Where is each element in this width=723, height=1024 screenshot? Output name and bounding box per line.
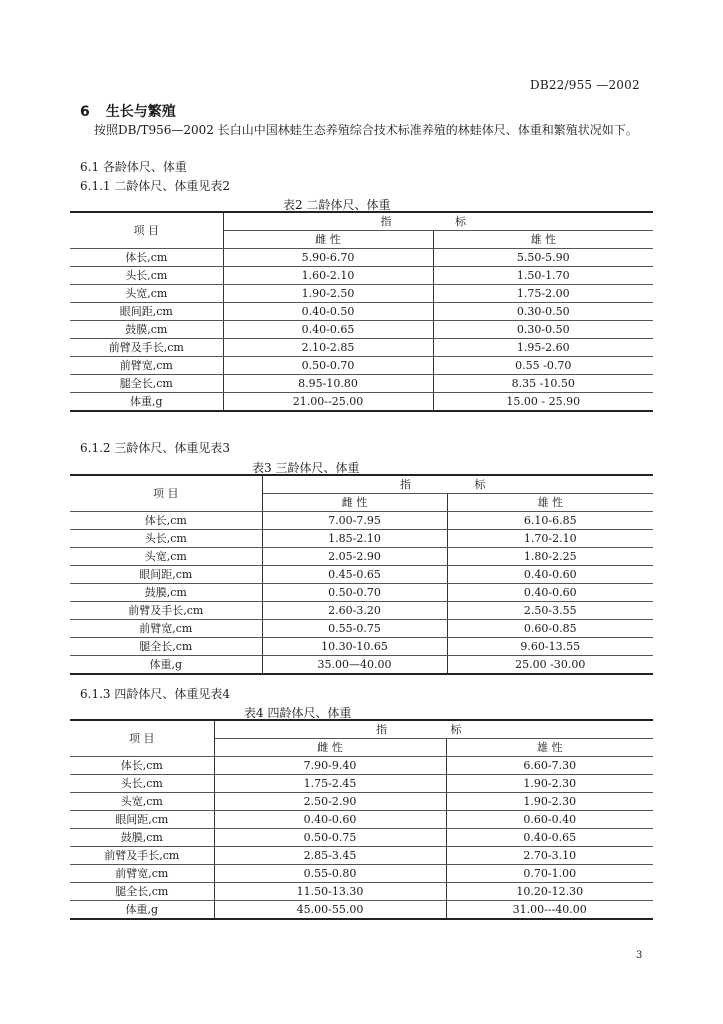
row-female-cell: 0.55-0.80 xyxy=(214,865,446,883)
row-female-cell: 7.00-7.95 xyxy=(262,512,447,530)
row-item-cell: 前臂宽,cm xyxy=(70,865,214,883)
row-female-cell: 21.00--25.00 xyxy=(223,393,433,412)
table-header-row xyxy=(70,720,653,739)
row-item-cell: 体重,g xyxy=(70,656,262,675)
row-item-cell: 头长,cm xyxy=(70,530,262,548)
row-male-cell: 1.90-2.30 xyxy=(446,775,653,793)
row-female-cell: 45.00-55.00 xyxy=(214,901,446,920)
row-male-cell: 0.40-0.60 xyxy=(447,566,653,584)
table-3 xyxy=(70,474,653,675)
row-male-cell: 0.60-0.40 xyxy=(446,811,653,829)
row-item-cell: 眼间距,cm xyxy=(70,566,262,584)
row-male-cell: 5.50-5.90 xyxy=(433,249,653,267)
row-female-cell: 0.40-0.50 xyxy=(223,303,433,321)
row-female-cell: 2.60-3.20 xyxy=(262,602,447,620)
table-row xyxy=(70,393,653,412)
row-female-cell: 0.50-0.70 xyxy=(262,584,447,602)
table-row xyxy=(70,775,653,793)
row-female-cell: 0.45-0.65 xyxy=(262,566,447,584)
row-female-cell: 0.40-0.60 xyxy=(214,811,446,829)
header-index-cell: 指 标 xyxy=(214,720,653,739)
page-number: 3 xyxy=(636,950,643,961)
subsection-6-1-2: 6.1.2 三龄体尺、体重见表3 xyxy=(80,441,230,455)
table-row xyxy=(70,285,653,303)
table-header-row xyxy=(70,475,653,494)
header-index-cell: 指 标 xyxy=(223,212,653,231)
row-male-cell: 1.90-2.30 xyxy=(446,793,653,811)
table-row xyxy=(70,375,653,393)
table-row xyxy=(70,620,653,638)
row-item-cell: 眼间距,cm xyxy=(70,303,223,321)
row-female-cell: 1.75-2.45 xyxy=(214,775,446,793)
table-row xyxy=(70,267,653,285)
table-row xyxy=(70,357,653,375)
row-male-cell: 1.75-2.00 xyxy=(433,285,653,303)
table-row xyxy=(70,793,653,811)
row-item-cell: 头宽,cm xyxy=(70,285,223,303)
header-item-cell: 项 目 xyxy=(70,475,262,512)
row-item-cell: 前臂及手长,cm xyxy=(70,339,223,357)
table-row xyxy=(70,303,653,321)
row-female-cell: 1.90-2.50 xyxy=(223,285,433,303)
table-row xyxy=(70,656,653,675)
row-item-cell: 头宽,cm xyxy=(70,793,214,811)
row-item-cell: 腿全长,cm xyxy=(70,638,262,656)
table-row xyxy=(70,321,653,339)
intro-paragraph: 按照DB/T956—2002 长白山中国林蛙生态养殖综合技术标准养殖的林蛙体尺、体重和繁殖状况如下。 xyxy=(94,123,638,137)
row-female-cell: 0.50-0.75 xyxy=(214,829,446,847)
row-male-cell: 1.95-2.60 xyxy=(433,339,653,357)
row-male-cell: 0.55 -0.70 xyxy=(433,357,653,375)
header-female-cell: 雌 性 xyxy=(262,494,447,512)
row-male-cell: 0.60-0.85 xyxy=(447,620,653,638)
section-number: 6 xyxy=(80,104,90,120)
row-item-cell: 前臂及手长,cm xyxy=(70,847,214,865)
row-female-cell: 11.50-13.30 xyxy=(214,883,446,901)
table-row xyxy=(70,883,653,901)
row-female-cell: 0.50-0.70 xyxy=(223,357,433,375)
table-row xyxy=(70,638,653,656)
row-item-cell: 头宽,cm xyxy=(70,548,262,566)
row-male-cell: 6.10-6.85 xyxy=(447,512,653,530)
table-row xyxy=(70,811,653,829)
table-row xyxy=(70,847,653,865)
row-male-cell: 0.40-0.60 xyxy=(447,584,653,602)
row-female-cell: 0.55-0.75 xyxy=(262,620,447,638)
table-header-row xyxy=(70,212,653,231)
row-male-cell: 8.35 -10.50 xyxy=(433,375,653,393)
subsection-6-1: 6.1 各龄体尺、体重 xyxy=(80,160,187,174)
table-2-caption: 表2 二龄体尺、体重 xyxy=(283,198,391,212)
row-item-cell: 前臂宽,cm xyxy=(70,357,223,375)
table-4 xyxy=(70,719,653,920)
row-male-cell: 10.20-12.30 xyxy=(446,883,653,901)
header-index-cell: 指 标 xyxy=(262,475,653,494)
row-item-cell: 鼓膜,cm xyxy=(70,829,214,847)
table-4-caption: 表4 四龄体尺、体重 xyxy=(244,706,352,720)
header-male-cell: 雄 性 xyxy=(447,494,653,512)
row-male-cell: 0.70-1.00 xyxy=(446,865,653,883)
row-female-cell: 2.05-2.90 xyxy=(262,548,447,566)
table-3-caption: 表3 三龄体尺、体重 xyxy=(252,461,360,475)
table-row xyxy=(70,566,653,584)
row-female-cell: 2.50-2.90 xyxy=(214,793,446,811)
row-item-cell: 头长,cm xyxy=(70,775,214,793)
row-female-cell: 35.00—40.00 xyxy=(262,656,447,675)
row-male-cell: 31.00---40.00 xyxy=(446,901,653,920)
header-female-cell: 雌 性 xyxy=(214,739,446,757)
table-row xyxy=(70,757,653,775)
row-male-cell: 2.70-3.10 xyxy=(446,847,653,865)
row-male-cell: 25.00 -30.00 xyxy=(447,656,653,675)
row-female-cell: 1.60-2.10 xyxy=(223,267,433,285)
row-item-cell: 鼓膜,cm xyxy=(70,321,223,339)
row-female-cell: 10.30-10.65 xyxy=(262,638,447,656)
row-item-cell: 体长,cm xyxy=(70,757,214,775)
table-row xyxy=(70,584,653,602)
row-female-cell: 5.90-6.70 xyxy=(223,249,433,267)
row-item-cell: 头长,cm xyxy=(70,267,223,285)
row-male-cell: 0.30-0.50 xyxy=(433,321,653,339)
row-female-cell: 1.85-2.10 xyxy=(262,530,447,548)
document-code: DB22/955 —2002 xyxy=(530,78,640,92)
subsection-6-1-1: 6.1.1 二龄体尺、体重见表2 xyxy=(80,179,230,193)
row-male-cell: 2.50-3.55 xyxy=(447,602,653,620)
row-item-cell: 前臂及手长,cm xyxy=(70,602,262,620)
table-row xyxy=(70,249,653,267)
row-item-cell: 眼间距,cm xyxy=(70,811,214,829)
row-male-cell: 6.60-7.30 xyxy=(446,757,653,775)
row-female-cell: 7.90-9.40 xyxy=(214,757,446,775)
row-female-cell: 2.85-3.45 xyxy=(214,847,446,865)
table-row xyxy=(70,512,653,530)
row-male-cell: 1.80-2.25 xyxy=(447,548,653,566)
row-male-cell: 9.60-13.55 xyxy=(447,638,653,656)
row-item-cell: 腿全长,cm xyxy=(70,375,223,393)
section-heading xyxy=(80,101,176,121)
row-male-cell: 15.00 - 25.90 xyxy=(433,393,653,412)
row-item-cell: 腿全长,cm xyxy=(70,883,214,901)
row-male-cell: 0.40-0.65 xyxy=(446,829,653,847)
row-item-cell: 体长,cm xyxy=(70,249,223,267)
row-female-cell: 0.40-0.65 xyxy=(223,321,433,339)
table-row xyxy=(70,530,653,548)
subsection-6-1-3: 6.1.3 四龄体尺、体重见表4 xyxy=(80,687,230,701)
row-item-cell: 体重,g xyxy=(70,393,223,412)
row-female-cell: 8.95-10.80 xyxy=(223,375,433,393)
table-row xyxy=(70,548,653,566)
table-row xyxy=(70,829,653,847)
header-male-cell: 雄 性 xyxy=(433,231,653,249)
header-female-cell: 雌 性 xyxy=(223,231,433,249)
row-item-cell: 鼓膜,cm xyxy=(70,584,262,602)
row-item-cell: 体长,cm xyxy=(70,512,262,530)
table-row xyxy=(70,901,653,920)
table-row xyxy=(70,339,653,357)
row-item-cell: 前臂宽,cm xyxy=(70,620,262,638)
row-male-cell: 0.30-0.50 xyxy=(433,303,653,321)
header-item-cell: 项 目 xyxy=(70,212,223,249)
row-male-cell: 1.70-2.10 xyxy=(447,530,653,548)
header-item-cell: 项 目 xyxy=(70,720,214,757)
table-row xyxy=(70,602,653,620)
row-female-cell: 2.10-2.85 xyxy=(223,339,433,357)
section-title: 生长与繁殖 xyxy=(105,104,176,120)
header-male-cell: 雄 性 xyxy=(446,739,653,757)
row-male-cell: 1.50-1.70 xyxy=(433,267,653,285)
row-item-cell: 体重,g xyxy=(70,901,214,920)
table-row xyxy=(70,865,653,883)
table-2 xyxy=(70,211,653,412)
